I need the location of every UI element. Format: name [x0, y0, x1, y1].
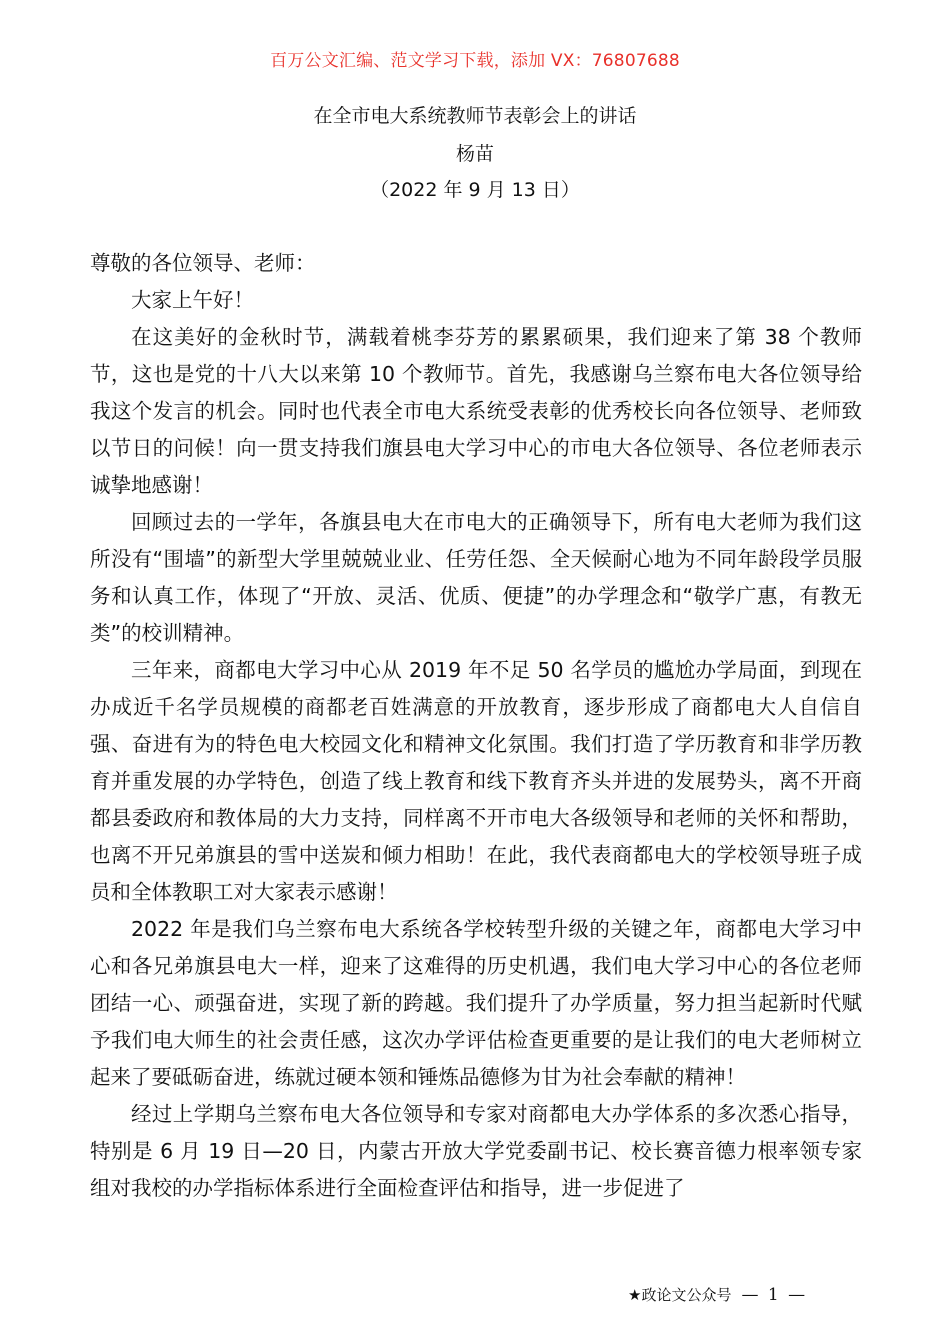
paragraph: 回顾过去的一学年，各旗县电大在市电大的正确领导下，所有电大老师为我们这所没有“围墙”的新型大学里兢兢业业、任劳任怨、全天候耐心地为不同年龄段学员服务和认真工作，体现了“开放、灵活、优质、便捷”的办学理念和“敬学广惠，有教无类”的校训精神。 [90, 510, 862, 645]
paragraph: 在这美好的金秋时节，满载着桃李芬芳的累累硕果，我们迎来了第 38 个教师节，这也是党的十八大以来第 10 个教师节。首先，我感谢乌兰察布电大各位领导给我这个发言的机会。同时也代表全市电大系统受表彰的优秀校长向各位领导、老师致以节日的问候！向一贯支持我们旗县电大学习中心的市电大各位领导、各位老师表示诚挚地感谢！ [90, 325, 862, 497]
page-footer [628, 1284, 807, 1305]
document-author: 杨苗 [455, 143, 494, 165]
paragraph: 经过上学期乌兰察布电大各位领导和专家对商都电大办学体系的多次悉心指导，特别是 6 月 19 日—20 日，内蒙古开放大学党委副书记、校长赛音德力根率领专家组对我校的办学指标体系进行全面检查评估和指导，进一步促进了 [90, 1102, 862, 1200]
paragraph: 2022 年是我们乌兰察布电大系统各学校转型升级的关键之年，商都电大学习中心和各兄弟旗县电大一样，迎来了这难得的历史机遇，我们电大学习中心的各位老师团结一心、顽强奋进，实现了新的跨越。我们提升了办学质量，努力担当起新时代赋予我们电大师生的社会责任感，这次办学评估检查更重要的是让我们的电大老师树立起来了要砥砺奋进，练就过硬本领和锤炼品德修为甘为社会奉献的精神！ [90, 917, 862, 1089]
paragraph: 大家上午好！ [131, 288, 254, 312]
document-date: （2022 年 9 月 13 日） [370, 179, 580, 201]
document-title: 在全市电大系统教师节表彰会上的讲话 [313, 105, 637, 127]
document-body [90, 245, 862, 1207]
page-number: — 1 — [741, 1285, 808, 1305]
footer-source: ★政论文公众号 [628, 1286, 732, 1304]
paragraph: 三年来，商都电大学习中心从 2019 年不足 50 名学员的尴尬办学局面，到现在办成近千名学员规模的商都老百姓满意的开放教育，逐步形成了商都电大人自信自强、奋进有为的特色电大校园文化和精神文化氛围。我们打造了学历教育和非学历教育并重发展的办学特色，创造了线上教育和线下教育齐头并进的发展势头，离不开商都县委政府和教体局的大力支持，同样离不开市电大各级领导和老师的关怀和帮助，也离不开兄弟旗县的雪中送炭和倾力相助！在此，我代表商都电大的学校领导班子成员和全体教职工对大家表示感谢！ [90, 658, 862, 904]
watermark-banner: 百万公文汇编、范文学习下载，添加 VX：76807688 [270, 51, 680, 71]
salutation: 尊敬的各位领导、老师： [90, 251, 316, 275]
